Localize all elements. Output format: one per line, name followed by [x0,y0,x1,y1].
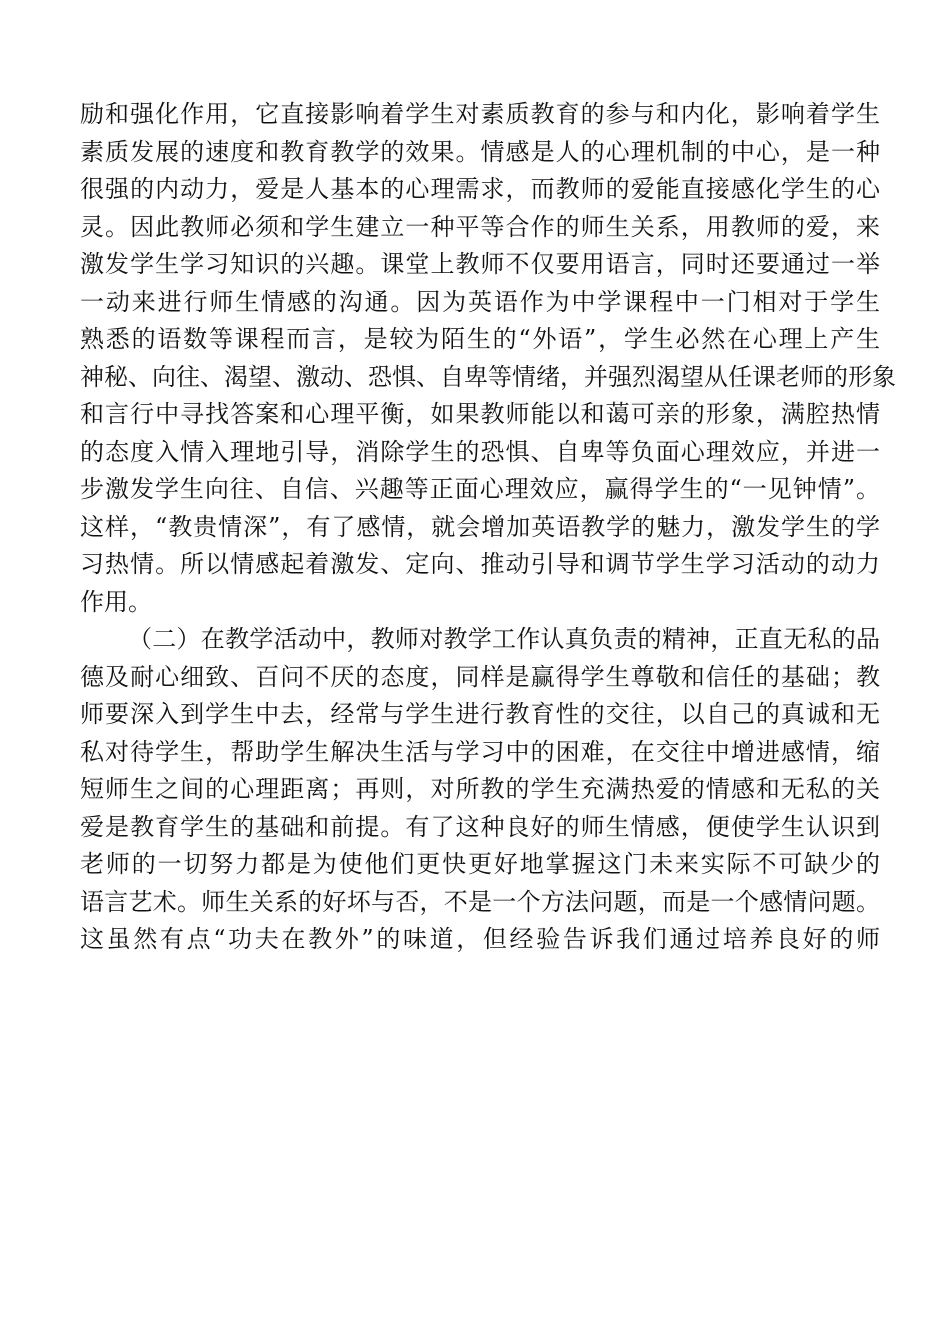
text-line: （二）在教学活动中，教师对教学工作认真负责的精神，正直无私的品 [128,625,880,653]
text-line: 的态度入情入理地引导，消除学生的恐惧、自卑等负面心理效应，并进一 [80,437,880,466]
text-line: 很强的内动力，爱是人基本的心理需求，而教师的爱能直接感化学生的心 [80,175,880,203]
text-line: 私对待学生，帮助学生解决生活与学习中的困难，在交往中增进感情，缩 [80,737,880,766]
text-line: 德及耐心细致、百问不厌的态度，同样是赢得学生尊敬和信任的基础；教 [80,662,880,691]
text-line: 爱是教育学生的基础和前提。有了这种良好的师生情感，便使学生认识到 [80,812,880,841]
text-line: 这虽然有点“功夫在教外”的味道，但经验告诉我们通过培养良好的师 [80,925,880,953]
text-line: 语言艺术。师生关系的好坏与否，不是一个方法问题，而是一个感情问题。 [80,887,880,916]
paragraph-2 [80,621,880,959]
text-line: 灵。因此教师必须和学生建立一种平等合作的师生关系，用教师的爱，来 [80,212,880,241]
text-line: 师要深入到学生中去，经常与学生进行教育性的交往，以自己的真诚和无 [80,700,880,728]
text-line: 习热情。所以情感起着激发、定向、推动引导和调节学生学习活动的动力 [80,550,880,578]
text-line: 熟悉的语数等课程而言，是较为陌生的“外语”，学生必然在心理上产生 [80,325,880,353]
text-line: 短师生之间的心理距离；再则，对所教的学生充满热爱的情感和无私的关 [80,775,880,803]
text-line: 素质发展的速度和教育教学的效果。情感是人的心理机制的中心，是一种 [80,137,880,166]
paragraph-1 [80,96,896,621]
text-line: 这样，“教贵情深”，有了感情，就会增加英语教学的魅力，激发学生的学 [80,512,880,541]
text-line: 作用。 [80,587,152,616]
text-line: 和言行中寻找答案和心理平衡，如果教师能以和蔼可亲的形象，满腔热情 [80,400,880,428]
text-line: 神秘、向往、渴望、激动、恐惧、自卑等情绪，并强烈渴望从任课老师的形象 [80,362,896,391]
text-line: 一动来进行师生情感的沟通。因为英语作为中学课程中一门相对于学生 [80,287,880,316]
text-line: 励和强化作用，它直接影响着学生对素质教育的参与和内化，影响着学生 [80,100,880,128]
text-line: 步激发学生向往、自信、兴趣等正面心理效应，赢得学生的“一见钟情”。 [80,475,880,503]
text-line: 激发学生学习知识的兴趣。课堂上教师不仅要用语言，同时还要通过一举 [80,250,880,278]
text-line: 老师的一切努力都是为使他们更快更好地掌握这门未来实际不可缺少的 [80,850,880,878]
document-page [80,96,896,959]
